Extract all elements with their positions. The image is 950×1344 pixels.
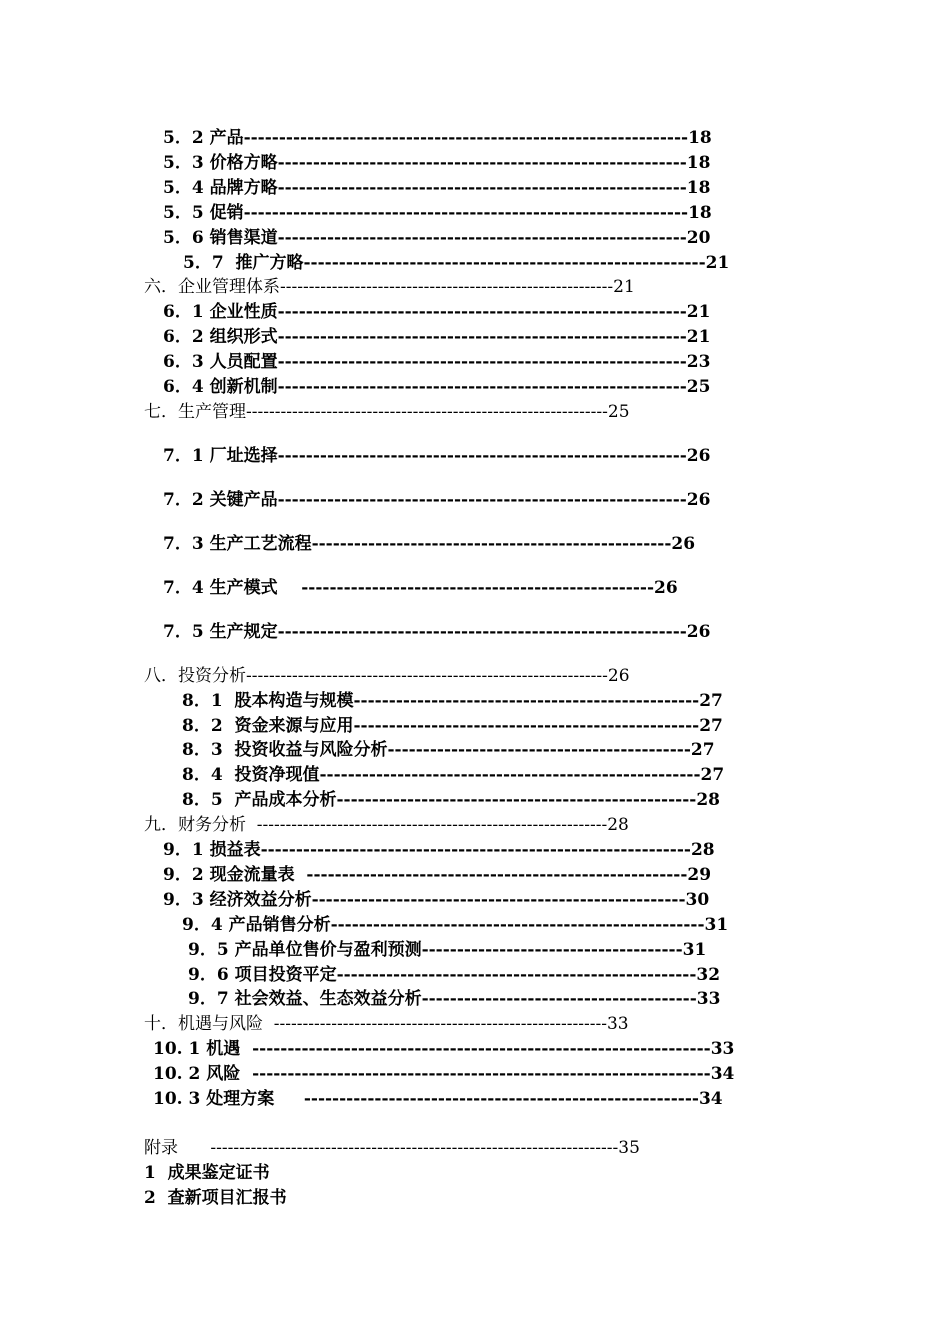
toc-chapter-appendix: 附录 -----------------------------------------------------------------------35 (144, 1138, 640, 1158)
toc-entry-5-5: 5．5 促销---------------------------------------------------------------18 (163, 203, 712, 223)
toc-entry-7-1: 7．1 厂址选择----------------------------------------------------------26 (163, 446, 711, 466)
toc-entry-7-5: 7．5 生产规定----------------------------------------------------------26 (163, 622, 711, 642)
toc-entry-9-5: 9．5 产品单位售价与盈利预测-------------------------------------31 (188, 940, 707, 960)
toc-entry-6-4: 6．4 创新机制----------------------------------------------------------25 (163, 377, 711, 397)
toc-entry-10-1: 10. 1 机遇 -----------------------------------------------------------------33 (153, 1039, 735, 1059)
toc-entry-5-7: 5．7 推广方略---------------------------------------------------------21 (183, 253, 730, 273)
toc-entry-5-6: 5．6 销售渠道----------------------------------------------------------20 (163, 228, 711, 248)
toc-entry-9-2: 9．2 现金流量表 ------------------------------------------------------29 (163, 865, 712, 885)
toc-entry-8-2: 8．2 资金来源与应用-------------------------------------------------27 (182, 716, 723, 736)
toc-entry-9-1: 9．1 损益表-------------------------------------------------------------28 (163, 840, 715, 860)
toc-entry-7-3: 7．3 生产工艺流程---------------------------------------------------26 (163, 534, 696, 554)
toc-chapter-9: 九．财务分析 -------------------------------------------------------------28 (144, 815, 629, 835)
toc-entry-9-3: 9．3 经济效益分析-----------------------------------------------------30 (163, 890, 710, 910)
toc-entry-9-6: 9．6 项目投资平定---------------------------------------------------32 (188, 965, 721, 985)
toc-entry-10-3: 10. 3 处理方案 --------------------------------------------------------34 (153, 1089, 723, 1109)
toc-appendix-item-1: 1 成果鉴定证书 (144, 1163, 270, 1183)
toc-chapter-6: 六．企业管理体系----------------------------------------------------------21 (144, 277, 635, 297)
toc-entry-5-4: 5．4 品牌方略----------------------------------------------------------18 (163, 178, 711, 198)
toc-entry-6-1: 6．1 企业性质----------------------------------------------------------21 (163, 302, 711, 322)
toc-entry-9-4: 9．4 产品销售分析-----------------------------------------------------31 (182, 915, 729, 935)
toc-entry-8-5: 8．5 产品成本分析---------------------------------------------------28 (182, 790, 720, 810)
toc-entry-5-2: 5．2 产品---------------------------------------------------------------18 (163, 128, 712, 148)
toc-appendix-item-2: 2 查新项目汇报书 (144, 1188, 287, 1208)
toc-entry-6-3: 6．3 人员配置----------------------------------------------------------23 (163, 352, 711, 372)
toc-entry-5-3: 5．3 价格方略----------------------------------------------------------18 (163, 153, 711, 173)
toc-entry-8-3: 8．3 投资收益与风险分析-------------------------------------------27 (182, 740, 715, 760)
toc-entry-7-4: 7．4 生产模式 --------------------------------------------------26 (163, 578, 678, 598)
toc-entry-7-2: 7．2 关键产品----------------------------------------------------------26 (163, 490, 711, 510)
toc-chapter-7: 七．生产管理---------------------------------------------------------------25 (144, 402, 630, 422)
toc-entry-6-2: 6．2 组织形式----------------------------------------------------------21 (163, 327, 711, 347)
toc-entry-8-4: 8．4 投资净现值------------------------------------------------------27 (182, 765, 725, 785)
toc-entry-8-1: 8．1 股本构造与规模-------------------------------------------------27 (182, 691, 723, 711)
toc-chapter-10: 十．机遇与风险 ----------------------------------------------------------33 (144, 1014, 629, 1034)
toc-entry-10-2: 10. 2 风险 -----------------------------------------------------------------34 (153, 1064, 735, 1084)
toc-entry-9-7: 9．7 社会效益、生态效益分析---------------------------------------33 (188, 989, 721, 1009)
toc-chapter-8: 八．投资分析---------------------------------------------------------------26 (144, 666, 630, 686)
